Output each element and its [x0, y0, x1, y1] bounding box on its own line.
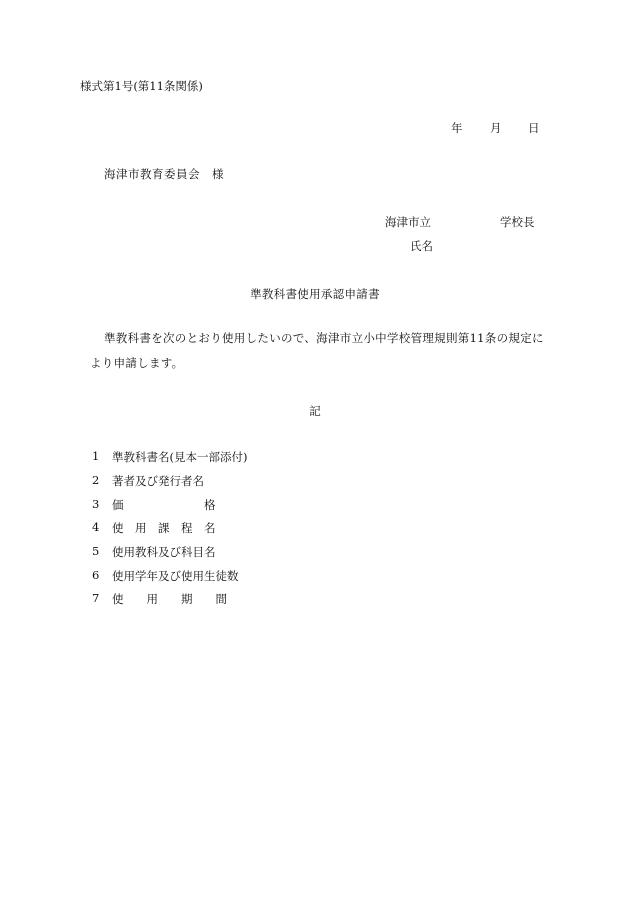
applicant-name-label: 氏名 [410, 239, 433, 253]
date-day-label: 日 [528, 121, 540, 135]
date-month-label: 月 [490, 121, 502, 135]
body-paragraph: 準教科書を次のとおり使用したいので、海津市立小中学校管理規則第11条の規定により申請します。 [90, 331, 544, 370]
school-head-label: 学校長 [500, 215, 535, 229]
item-label: 使 用 期 間 [112, 592, 227, 606]
item-number: 7 [92, 591, 100, 605]
item-label: 使用教科及び科目名 [112, 545, 216, 559]
item-number: 4 [92, 520, 100, 534]
item-number: 5 [92, 544, 100, 558]
item-label: 使 用 課 程 名 [112, 521, 216, 535]
item-number: 1 [92, 449, 100, 463]
school-name-prefix: 海津市立 [385, 215, 431, 229]
item-label: 使用学年及び使用生徒数 [112, 569, 239, 583]
date-year-label: 年 [451, 121, 463, 135]
item-number: 6 [92, 568, 100, 582]
item-number: 2 [92, 473, 100, 487]
record-heading: 記 [309, 404, 321, 418]
item-label: 価 格 [112, 498, 216, 512]
form-number: 様式第1号(第11条関係) [80, 79, 203, 93]
document-title: 準教科書使用承認申請書 [250, 287, 380, 301]
addressee: 海津市教育委員会 様 [104, 167, 224, 181]
item-number: 3 [92, 497, 100, 511]
item-label: 著者及び発行者名 [112, 474, 204, 488]
item-label: 準教科書名(見本一部添付) [112, 450, 248, 464]
